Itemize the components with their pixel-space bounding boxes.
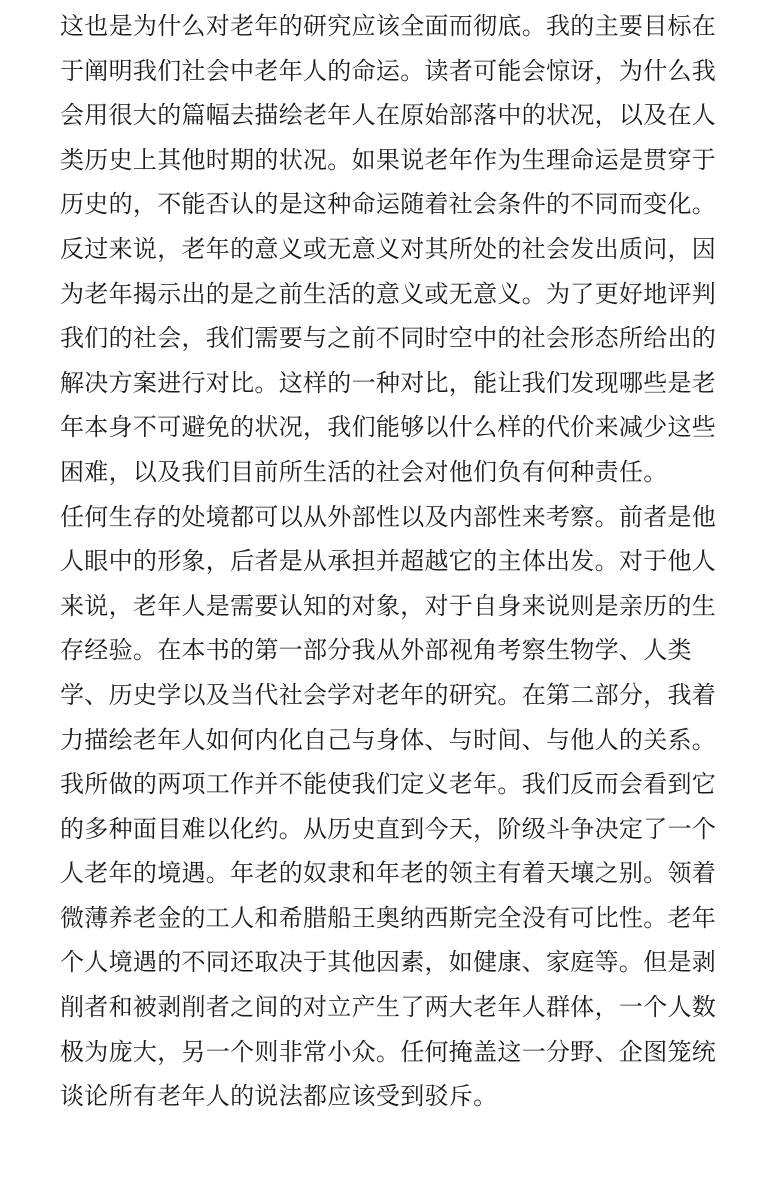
text-line: 人老年的境遇。年老的奴隶和年老的领主有着天壤之别。领着 xyxy=(60,859,717,888)
text-line: 反过来说，老年的意义或无意义对其所处的社会发出质问，因 xyxy=(60,234,717,263)
text-line: 存经验。在本书的第一部分我从外部视角考察生物学、人类 xyxy=(60,636,692,665)
text-line: 来说，老年人是需要认知的对象，对于自身来说则是亲历的生 xyxy=(60,591,717,620)
text-line: 个人境遇的不同还取决于其他因素，如健康、家庭等。但是剥 xyxy=(60,948,717,977)
text-line: 任何生存的处境都可以从外部性以及内部性来考察。前者是他 xyxy=(60,502,717,531)
text-line: 的多种面目难以化约。从历史直到今天，阶级斗争决定了一个 xyxy=(60,814,717,843)
text-line: 我所做的两项工作并不能使我们定义老年。我们反而会看到它 xyxy=(60,770,717,799)
text-line: 人眼中的形象，后者是从承担并超越它的主体出发。对于他人 xyxy=(60,547,717,576)
text-line: 我们的社会，我们需要与之前不同时空中的社会形态所给出的 xyxy=(60,324,717,353)
text-line: 会用很大的篇幅去描绘老年人在原始部落中的状况，以及在人 xyxy=(60,101,717,130)
text-line: 微薄养老金的工人和希腊船王奥纳西斯完全没有可比性。老年 xyxy=(60,903,717,932)
text-line: 困难，以及我们目前所生活的社会对他们负有何种责任。 xyxy=(60,457,668,486)
text-line: 年本身不可避免的状况，我们能够以什么样的代价来减少这些 xyxy=(60,413,717,442)
text-line: 历史的，不能否认的是这种命运随着社会条件的不同而变化。 xyxy=(60,190,717,219)
text-line: 这也是为什么对老年的研究应该全面而彻底。我的主要目标在 xyxy=(60,12,717,40)
text-line: 削者和被剥削者之间的对立产生了两大老年人群体，一个人数 xyxy=(60,993,717,1022)
text-line: 谈论所有老年人的说法都应该受到驳斥。 xyxy=(60,1082,498,1111)
text-line: 学、历史学以及当代社会学对老年的研究。在第二部分，我着 xyxy=(60,680,717,709)
text-line: 极为庞大，另一个则非常小众。任何掩盖这一分野、企图笼统 xyxy=(60,1037,717,1066)
text-line: 为老年揭示出的是之前生活的意义或无意义。为了更好地评判 xyxy=(60,279,717,308)
text-line: 类历史上其他时期的状况。如果说老年作为生理命运是贯穿于 xyxy=(60,145,717,174)
text-line: 于阐明我们社会中老年人的命运。读者可能会惊讶，为什么我 xyxy=(60,56,717,85)
text-line: 解决方案进行对比。这样的一种对比，能让我们发现哪些是老 xyxy=(60,368,717,397)
text-line: 力描绘老年人如何内化自己与身体、与时间、与他人的关系。 xyxy=(60,725,717,754)
document-page xyxy=(60,4,720,1119)
